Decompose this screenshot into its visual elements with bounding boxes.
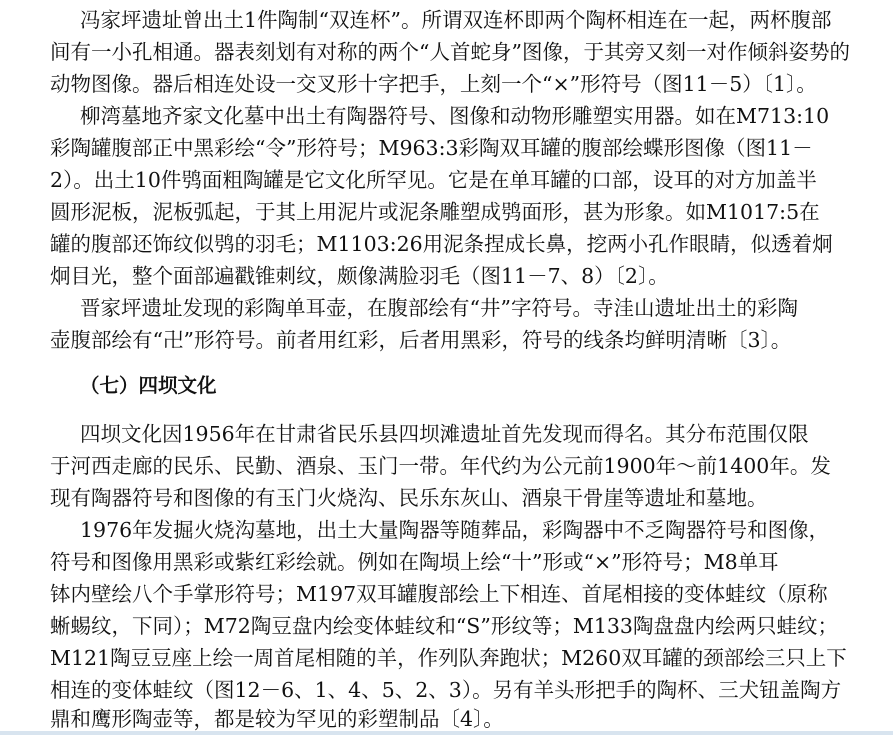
text-line: 间有一小孔相通。器表刻划有对称的两个“人首蛇身”图像，于其旁又刻一对作倾斜姿势的 [50,40,850,64]
page-bottom-edge [0,731,893,735]
text-line: 于河西走廊的民乐、民勤、酒泉、玉门一带。年代约为公元前1900年～前1400年。发 [50,454,831,478]
text-line: 2）。出土10件鸮面粗陶罐是它文化所罕见。它是在单耳罐的口部，设耳的对方加盖半 [50,168,817,192]
text-line: 符号和图像用黑彩或紫红彩绘就。例如在陶埙上绘“十”形或“×”形符号；M8单耳 [50,550,779,574]
text-line: 四坝文化因1956年在甘肃省民乐县四坝滩遗址首先发现而得名。其分布范围仅限 [80,422,809,446]
section-heading: （七）四坝文化 [80,374,217,397]
text-line: 鼎和鹰形陶壶等，都是较为罕见的彩塑制品〔4〕。 [50,707,504,731]
text-line: 动物图像。器后相连处设一交叉形十字把手，上刻一个“×”形符号（图11－5）〔1〕。 [50,72,817,96]
text-line: 冯家坪遗址曾出土1件陶制“双连杯”。所谓双连杯即两个陶杯相连在一起，两杯腹部 [80,8,832,32]
text-line: 钵内壁绘八个手掌形符号；M197双耳罐腹部绘上下相连、首尾相接的变体蛙纹（原称 [50,582,828,606]
text-line: 圆形泥板，泥板弧起，于其上用泥片或泥条雕塑成鸮面形，甚为形象。如M1017:5在 [50,200,820,224]
text-line: 彩陶罐腹部正中黑彩绘“令”形符号；M963:3彩陶双耳罐的腹部绘蝶形图像（图11－ [50,136,813,160]
text-line: 晋家坪遗址发现的彩陶单耳壶，在腹部绘有“井”字符号。寺洼山遗址出土的彩陶 [80,296,798,320]
text-line: M121陶豆豆座上绘一周首尾相随的羊，作列队奔跑状；M260双耳罐的颈部绘三只上下 [50,646,847,670]
text-line: 罐的腹部还饰纹似鸮的羽毛；M1103:26用泥条捏成长鼻，挖两小孔作眼睛，似透着炯 [50,232,833,256]
text-line: 现有陶器符号和图像的有玉门火烧沟、民乐东灰山、酒泉干骨崖等遗址和墓地。 [50,486,768,510]
text-line: 蜥蜴纹，下同）；M72陶豆盘内绘变体蛙纹和“S”形纹等；M133陶盘盘内绘两只蛙纹； [50,614,838,638]
text-line: 相连的变体蛙纹（图12－6、1、4、5、2、3）。另有羊头形把手的陶杯、三犬钮盖陶方 [50,678,842,702]
text-line: 炯目光，整个面部遍戳锥刺纹，颇像满脸羽毛（图11－7、8）〔2〕。 [50,264,669,288]
text-line: 柳湾墓地齐家文化墓中出土有陶器符号、图像和动物形雕塑实用器。如在M713:10 [80,104,830,128]
text-line: 1976年发掘火烧沟墓地，出土大量陶器等随葬品，彩陶器中不乏陶器符号和图像， [80,518,830,542]
text-line: 壶腹部绘有“卍”形符号。前者用红彩，后者用黑彩，符号的线条均鲜明清晰〔3〕。 [50,328,792,352]
